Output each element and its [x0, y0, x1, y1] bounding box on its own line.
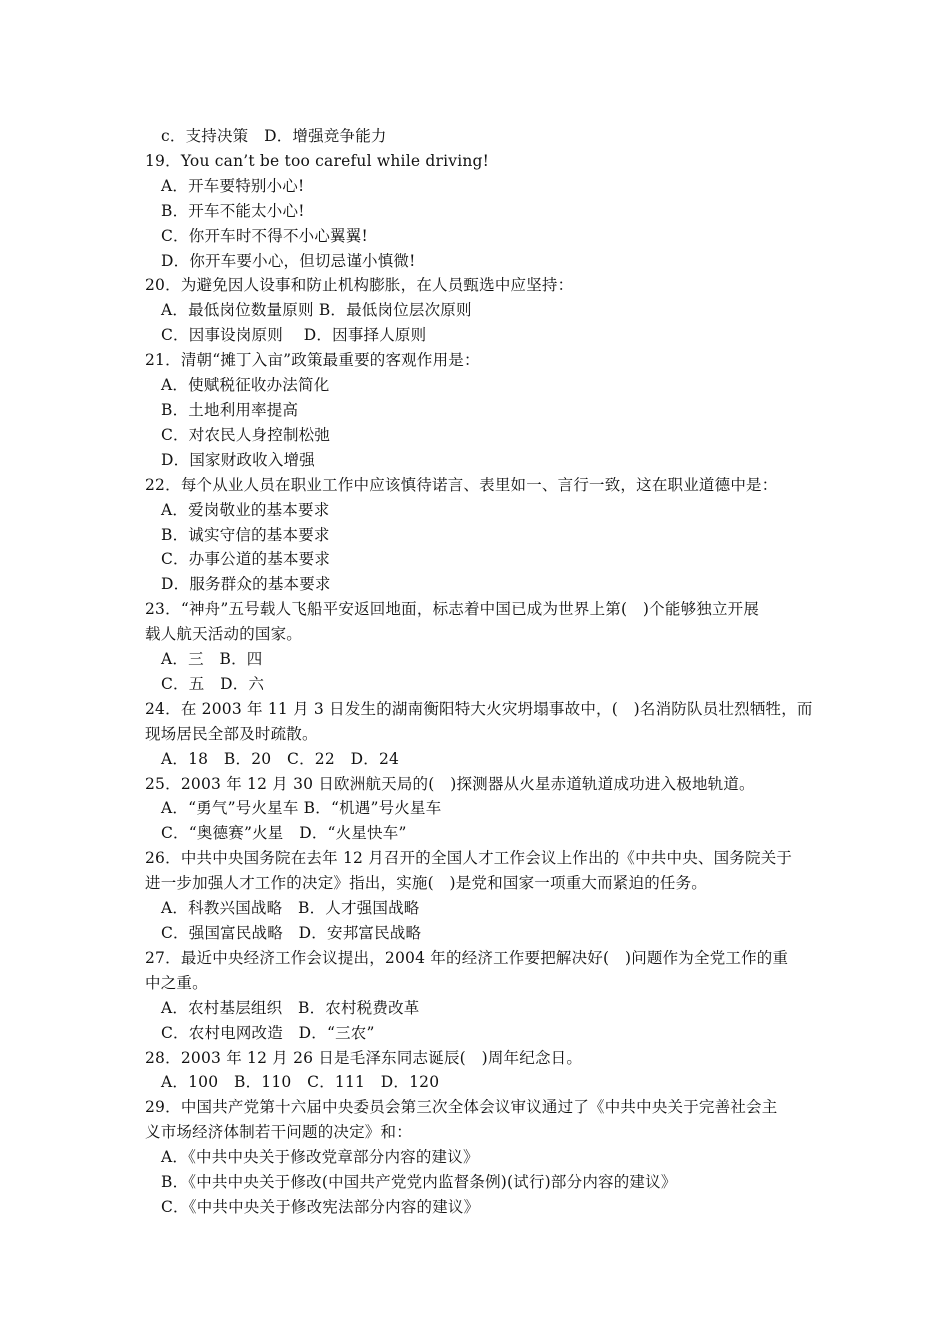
document-body	[145, 124, 813, 1220]
question-text-line: 21．清朝“摊丁入亩”政策最重要的客观作用是：	[145, 351, 480, 370]
answer-option-line: B．开车不能太小心!	[161, 201, 305, 220]
answer-option-line: A．使赋税征收办法简化	[161, 376, 330, 395]
question-text-line: 中之重。	[145, 973, 208, 992]
answer-option-line: A．爱岗敬业的基本要求	[161, 500, 330, 519]
answer-option-line: C．办事公道的基本要求	[161, 550, 331, 569]
question-text-line: 27．最近中央经济工作会议提出，2004 年的经济工作要把解决好( )问题作为全党工作的重	[145, 948, 789, 967]
answer-option-line: A．《中共中央关于修改党章部分内容的建议》	[161, 1148, 479, 1167]
question-text-line: 25．2003 年 12 月 30 日欧洲航天局的( )探测器从火星赤道轨道成功进入极地轨道。	[145, 774, 755, 793]
question-text-line: 23．“神舟”五号载人飞船平安返回地面，标志着中国已成为世界上第( )个能够独立开展	[145, 600, 760, 619]
question-text-line: 28．2003 年 12 月 26 日是毛泽东同志诞辰( )周年纪念日。	[145, 1048, 583, 1067]
answer-option-line: A．农村基层组织 B．农村税费改革	[161, 998, 420, 1017]
question-text-line: 载人航天活动的国家。	[145, 625, 303, 644]
answer-option-line: C．“奥德赛”火星 D．“火星快车”	[161, 824, 407, 843]
question-text-line: 义市场经济体制若干问题的决定》和：	[145, 1123, 412, 1142]
question-text-line: 22．每个从业人员在职业工作中应该慎待诺言、表里如一、言行一致，这在职业道德中是：	[145, 475, 778, 494]
answer-option-line: C．你开车时不得不小心翼翼!	[161, 226, 368, 245]
answer-option-line: c．支持决策 D．增强竞争能力	[161, 127, 387, 145]
answer-option-line: D．服务群众的基本要求	[161, 575, 331, 594]
answer-option-line: A．最低岗位数量原则 B．最低岗位层次原则	[161, 301, 472, 320]
answer-option-line: A．开车要特别小心!	[161, 176, 305, 195]
question-text-line: 20．为避免因人设事和防止机构膨胀，在人员甄选中应坚持：	[145, 276, 574, 295]
answer-option-line: A．18 B．20 C．22 D．24	[161, 749, 400, 768]
answer-option-line: C．《中共中央关于修改宪法部分内容的建议》	[161, 1197, 480, 1216]
answer-option-line: C．强国富民战略 D．安邦富民战略	[161, 924, 422, 942]
answer-option-line: C．对农民人身控制松弛	[161, 425, 331, 444]
answer-option-line: A．科教兴国战略 B．人才强国战略	[161, 899, 420, 918]
question-text-line: 进一步加强人才工作的决定》指出，实施( )是党和国家一项重大而紧迫的任务。	[145, 874, 707, 893]
answer-option-line: C．五 D．六	[161, 674, 265, 693]
answer-option-line: A．“勇气”号火星车 B．“机遇”号火星车	[161, 799, 442, 818]
question-text-line: 29．中国共产党第十六届中央委员会第三次全体会议审议通过了《中共中央关于完善社会主	[145, 1098, 778, 1117]
question-text-line: 现场居民全部及时疏散。	[145, 724, 318, 743]
answer-option-line: C．因事设岗原则 D．因事择人原则	[161, 326, 427, 345]
answer-option-line: D．你开车要小心，但切忌谨小慎微!	[161, 251, 416, 270]
answer-option-line: A．100 B．110 C．111 D．120	[161, 1073, 440, 1092]
answer-option-line: B．土地利用率提高	[161, 400, 299, 419]
answer-option-line: B．诚实守信的基本要求	[161, 525, 330, 544]
answer-option-line: D．国家财政收入增强	[161, 450, 315, 469]
question-text-line: 24．在 2003 年 11 月 3 日发生的湖南衡阳特大火灾坍塌事故中，( )名消防队员壮烈牺牲，而	[145, 699, 813, 718]
answer-option-line: B．《中共中央关于修改(中国共产党党内监督条例)(试行)部分内容的建议》	[161, 1173, 677, 1192]
question-text-line: 26．中共中央国务院在去年 12 月召开的全国人才工作会议上作出的《中共中央、国务院关于	[145, 849, 793, 868]
answer-option-line: C．农村电网改造 D．“三农”	[161, 1023, 375, 1042]
question-text-line: 19．You can’t be too careful while driving!	[145, 151, 490, 170]
answer-option-line: A．三 B．四	[161, 650, 263, 669]
